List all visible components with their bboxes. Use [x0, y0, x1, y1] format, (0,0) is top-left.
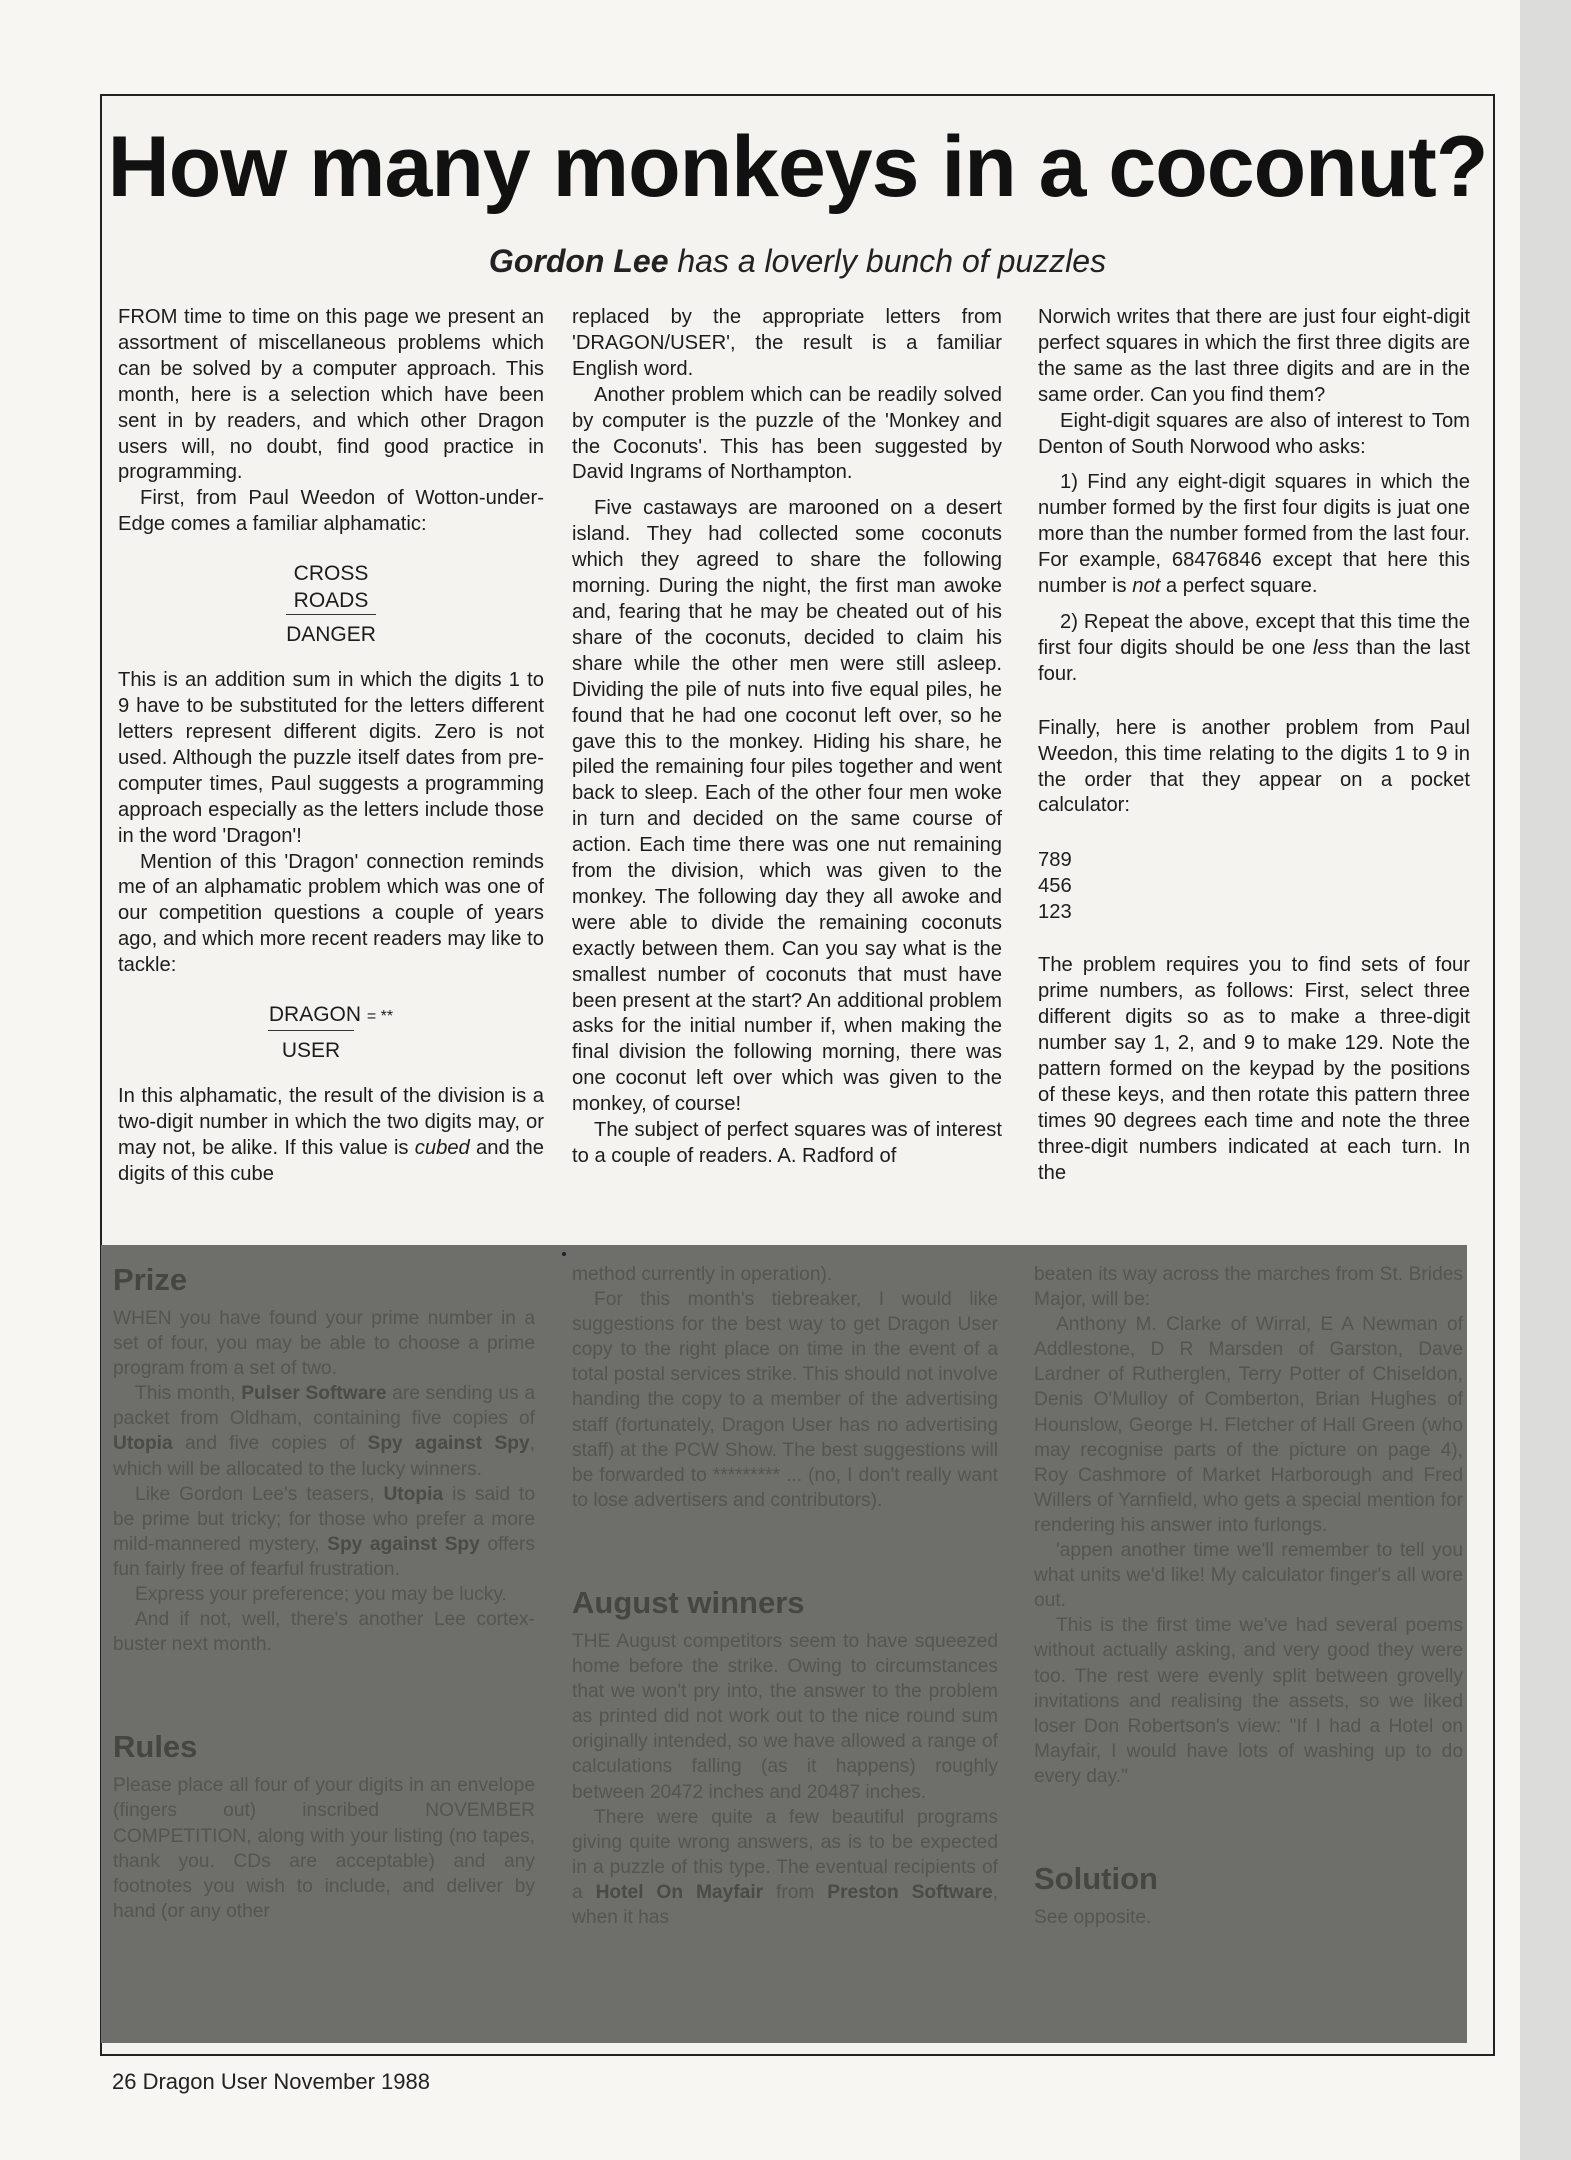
paragraph: For this month's tiebreaker, I would like suggestions for the best way to get Dragon User copy to the right place on time in the event of a total postal services strike. This should not involve handing the copy to a member of the advertising staff (fortunately, Dragon User has no advertising staff) at the PCW Show. The best suggestions will be forwarded to ********* ... (no, I don't really want to lose advertisers and contributors). — [572, 1289, 998, 1511]
keypad-row: 123 — [1038, 901, 1072, 924]
subtitle-rest: has a loverly bunch of puzzles — [668, 243, 1107, 279]
paragraph: Five castaways are marooned on a desert island. They had collected some coconuts which they agreed to share the following morning. During the night, the first man awoke and, fearing that he may be cheated out of his share of the coconuts, decided to claim his share while the other men were still asleep. Dividing the pile of nuts into five equal piles, he found that he had one coconut left over, so he gave this to the monkey. Hiding his share, he piled the remaining four piles together and went back to sleep. Each of the other four men woke in turn and decided on the same course of action. Each time there was one nut remaining from the division, which was given to the monkey. The following day they all awoke and were able to divide the remaining coconuts exactly between them. Can you say what is the smallest number of coconuts that must have been present at the start? An additional problem asks for the initial number if, when making the final division the following morning, there was one coconut left over which was given to the monkey, of course! — [572, 497, 1002, 1116]
paragraph: 'appen another time we'll remember to tell you what units we'd like! My calculator finger's all wore out. — [1034, 1540, 1463, 1612]
prize-column — [113, 1262, 535, 1924]
paragraph: The subject of perfect squares was of interest to a couple of readers. A. Radford of — [572, 1119, 1002, 1167]
division-numerator: DRAGON — [268, 1003, 362, 1027]
prize-heading: Prize — [113, 1262, 188, 1297]
paragraph: First, from Paul Weedon of Wotton-under-Edge comes a familiar alphamatic: — [118, 487, 544, 536]
paragraph: Finally, here is another problem from Paul Weedon, this time relating to the digits 1 to 9 in the order that they appear on a pocket calculator: — [1038, 716, 1470, 817]
sum-line-1: CROSS — [293, 562, 369, 586]
paragraph: 2) Repeat the above, except that this time the first four digits should be one less than the last four. — [1038, 610, 1470, 685]
paragraph: method currently in operation). — [572, 1264, 833, 1285]
paragraph: Anthony M. Clarke of Wirral, E A Newman of Addlestone, D R Marsden of Garston, Dave Lardner of Rutherglen, Terry Potter of Chiseldon, Denis O'Mulloy of Comberton, Brian Hughes of Hounslow, George H. Fletcher of Hall Green (who may recognise parts of the picture on page 4), Roy Cashmore of Market Harborough and Fred Willers of Yarnfield, who gets a special mention for rendering his answer into furlongs. — [1034, 1314, 1463, 1536]
paragraph: THE August competitors seem to have squeezed home before the strike. Owing to circumstances that we won't pry into, the answer to the problem as printed did not work out to the nice round sum originally intended, so we have allowed a range of calculations falling (as it happens) roughly between 20472 inches and 20487 inches. — [572, 1630, 998, 1803]
paragraph: This is an addition sum in which the digits 1 to 9 have to be substituted for the letters different letters represent different digits. Zero is not used. Although the puzzle itself dates from pre-computer times, Paul suggests a programming approach especially as the letters include those in the word 'Dragon'! — [118, 669, 544, 847]
division-denominator: USER — [268, 1030, 354, 1064]
print-speck — [562, 1252, 566, 1256]
column-1 — [118, 305, 544, 1188]
paragraph: Like Gordon Lee's teasers, Utopia is said to be prime but tricky; for those who prefer a more mild-mannered mystery, Spy against Spy offers fun fairly free of fearful frustration. — [113, 1483, 535, 1580]
paragraph: Express your preference; you may be lucky. — [135, 1584, 507, 1606]
paragraph: Mention of this 'Dragon' connection reminds me of an alphamatic problem which was one of our competition questions a couple of years ago, and which more recent readers may like to tackle: — [118, 850, 544, 977]
paragraph: Please place all four of your digits in an envelope (fingers out) inscribed NOVEMBER COMPETITION, along with your listing (no tapes, thank you. CDs are acceptable) and any footnotes you wish to include, and deliver by hand (or any other — [113, 1775, 535, 1922]
paragraph: See opposite. — [1034, 1906, 1152, 1928]
column-2 — [572, 305, 1002, 1170]
paragraph: This is the first time we've had several poems without actually asking, and very good they were too. The rest were evenly split between grovelly invitations and realising the assets, so we liked loser Don Robertson's view: "If I had a Hotel on Mayfair, I would have lots of washing up to do every day." — [1034, 1615, 1463, 1787]
page-footer: 26 Dragon User November 1988 — [112, 2069, 430, 2094]
calculator-keypad — [1038, 847, 1470, 925]
winners-column — [1034, 1262, 1463, 1930]
paragraph: In this alphamatic, the result of the division is a two-digit number in which the two digits may, or may not, be alike. If this value is cubed and the digits of this cube — [118, 1085, 545, 1185]
paragraph: replaced by the appropriate letters from 'DRAGON/USER', the result is a familiar English word. — [572, 306, 1002, 380]
paragraph: The problem requires you to find sets of four prime numbers, as follows: First, select three different digits so as to make a three-digit number say 1, 2, and 9 to make 129. Note the pattern formed on the keypad by the positions of these keys, and then rotate this pattern three times 90 degrees each time and note the three three-digit numbers indicated at each turn. In the — [1038, 954, 1470, 1184]
paragraph: Eight-digit squares are also of interest to Tom Denton of South Norwood who asks: — [1038, 409, 1470, 458]
paragraph: There were quite a few beautiful programs giving quite wrong answers, as is to be expected in a puzzle of this type. The eventual recipients of a Hotel On Mayfair from Preston Software, when it has — [572, 1806, 998, 1928]
keypad-row: 456 — [1038, 875, 1072, 898]
article-title: How many monkeys in a coconut? — [107, 119, 1488, 215]
column-3 — [1038, 305, 1470, 1186]
alphamatic-addition — [118, 560, 544, 648]
paragraph: WHEN you have found your prime number in a set of four, you may be able to choose a prime program from a set of two. — [113, 1308, 535, 1380]
paragraph: And if not, well, there's another Lee cortex-buster next month. — [113, 1609, 535, 1656]
paragraph: Norwich writes that there are just four eight-digit perfect squares in which the first three digits are the same as the last three digits and are in the same order. Can you find them? — [1038, 306, 1470, 406]
author-name: Gordon Lee — [488, 243, 669, 279]
august-winners-heading: August winners — [572, 1584, 805, 1620]
paragraph: This month, Pulser Software are sending us a packet from Oldham, containing five copies of Utopia and five copies of Spy against Spy, which will be allocated to the lucky winners. — [113, 1383, 535, 1480]
alphamatic-division — [118, 1001, 544, 1064]
article-subtitle — [100, 243, 1495, 280]
paragraph: beaten its way across the marches from St. Brides Major, will be: — [1034, 1264, 1463, 1311]
keypad-row: 789 — [1038, 849, 1072, 872]
paragraph: Another problem which can be readily solved by computer is the puzzle of the 'Monkey and the Coconuts'. This has been suggested by David Ingrams of Northampton. — [572, 383, 1002, 484]
tiebreaker-column — [572, 1262, 998, 1930]
solution-heading: Solution — [1034, 1860, 1158, 1896]
intro-paragraph: FROM time to time on this page we present an assortment of miscellaneous problems which can be solved by a computer approach. This month, here is a selection which have been sent in by readers, and which other Dragon users will, no doubt, find good practice in programming. — [118, 306, 544, 484]
division-equals: = ** — [366, 1008, 394, 1026]
sum-line-2: ROADS — [293, 589, 369, 613]
rules-heading: Rules — [113, 1729, 198, 1765]
paragraph: 1) Find any eight-digit squares in which the number formed by the first four digits is juat one more than the number formed from the last four. For example, 68476846 except that here this number is not a perfect square. — [1038, 471, 1470, 598]
page-edge-shadow — [1520, 0, 1571, 2160]
sum-result: DANGER — [286, 614, 376, 648]
